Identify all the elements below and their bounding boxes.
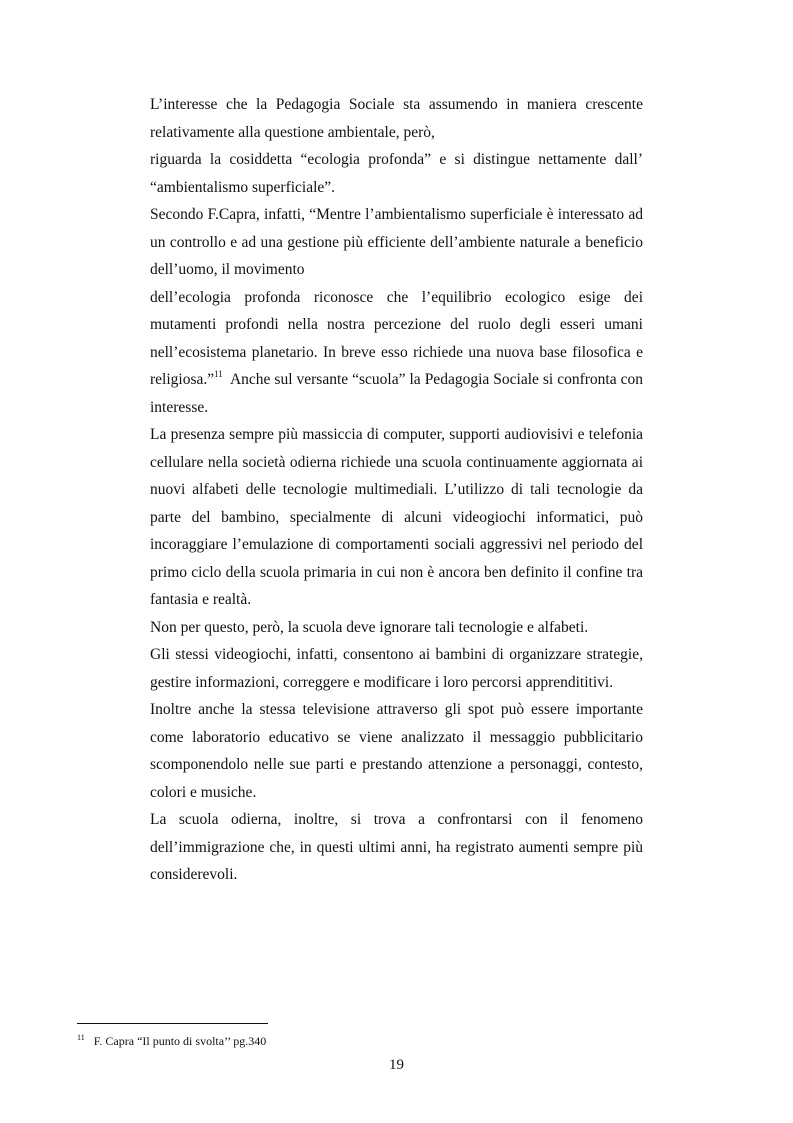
paragraph-2: riguarda la cosiddetta “ecologia profonda” e si distingue nettamente dall’ “ambientalismo superficiale”. — [150, 151, 643, 196]
paragraph-9: La scuola odierna, inoltre, si trova a confrontarsi con il fenomeno dell’immigrazione che, in questi ultimi anni, ha registrato aumenti sempre più considerevoli. — [150, 811, 643, 883]
body-text — [150, 91, 647, 889]
paragraph-1: L’interesse che la Pedagogia Sociale sta assumendo in maniera crescente relativamente alla questione ambientale, però, — [150, 96, 643, 141]
paragraph-4 — [150, 284, 647, 422]
footnote-reference: 11 — [214, 369, 223, 379]
paragraph-4-continuation: Anche sul versante “scuola” la Pedagogia Sociale si confronta con interesse. — [150, 371, 647, 416]
paragraph-5: La presenza sempre più massiccia di computer, supporti audiovisivi e telefonia cellulare nella società odierna richiede una scuola continuamente aggiornata ai nuovi alfabeti delle tecnologie multimediali. L’utilizzo di tali tecnologie da parte del bambino, specialmente di alcuni videogiochi informatici, può incoraggiare l’emulazione di comportamenti sociali aggressivi nel periodo del primo ciclo della scuola primaria in cui non è ancora ben definito il confine tra fantasia e realtà. — [150, 426, 643, 608]
paragraph-7: Gli stessi videogiochi, infatti, consentono ai bambini di organizzare strategie, gestire informazioni, correggere e modificare i loro percorsi apprendititivi. — [150, 646, 643, 691]
paragraph-4-text: dell’ecologia profonda riconosce che l’equilibrio ecologico esige dei mutamenti profondi nella nostra percezione del ruolo degli esseri umani nell’ecosistema planetario. In breve esso richiede una nuova base filosofica e religiosa.” — [150, 288, 643, 388]
footnote-text: F. Capra “Il punto di svolta’’ pg.340 — [93, 1034, 267, 1048]
paragraph-3: Secondo F.Capra, infatti, “Mentre l’ambientalismo superficiale è interessato ad un controllo e ad una gestione più efficiente dell’ambiente naturale a beneficio dell’uomo, il movimento — [150, 206, 643, 278]
paragraph-8: Inoltre anche la stessa televisione attraverso gli spot può essere importante come laboratorio educativo se viene analizzato il messaggio pubblicitario scomponendolo nelle sue parti e prestando attenzione a personaggi, contesto, colori e musiche. — [150, 701, 643, 801]
footnote-divider — [77, 1023, 268, 1024]
footnote — [77, 1030, 266, 1049]
page-number: 19 — [389, 1057, 404, 1073]
paragraph-6: Non per questo, però, la scuola deve ignorare tali tecnologie e alfabeti. — [150, 618, 589, 636]
footnote-mark: 11 — [77, 1033, 85, 1042]
